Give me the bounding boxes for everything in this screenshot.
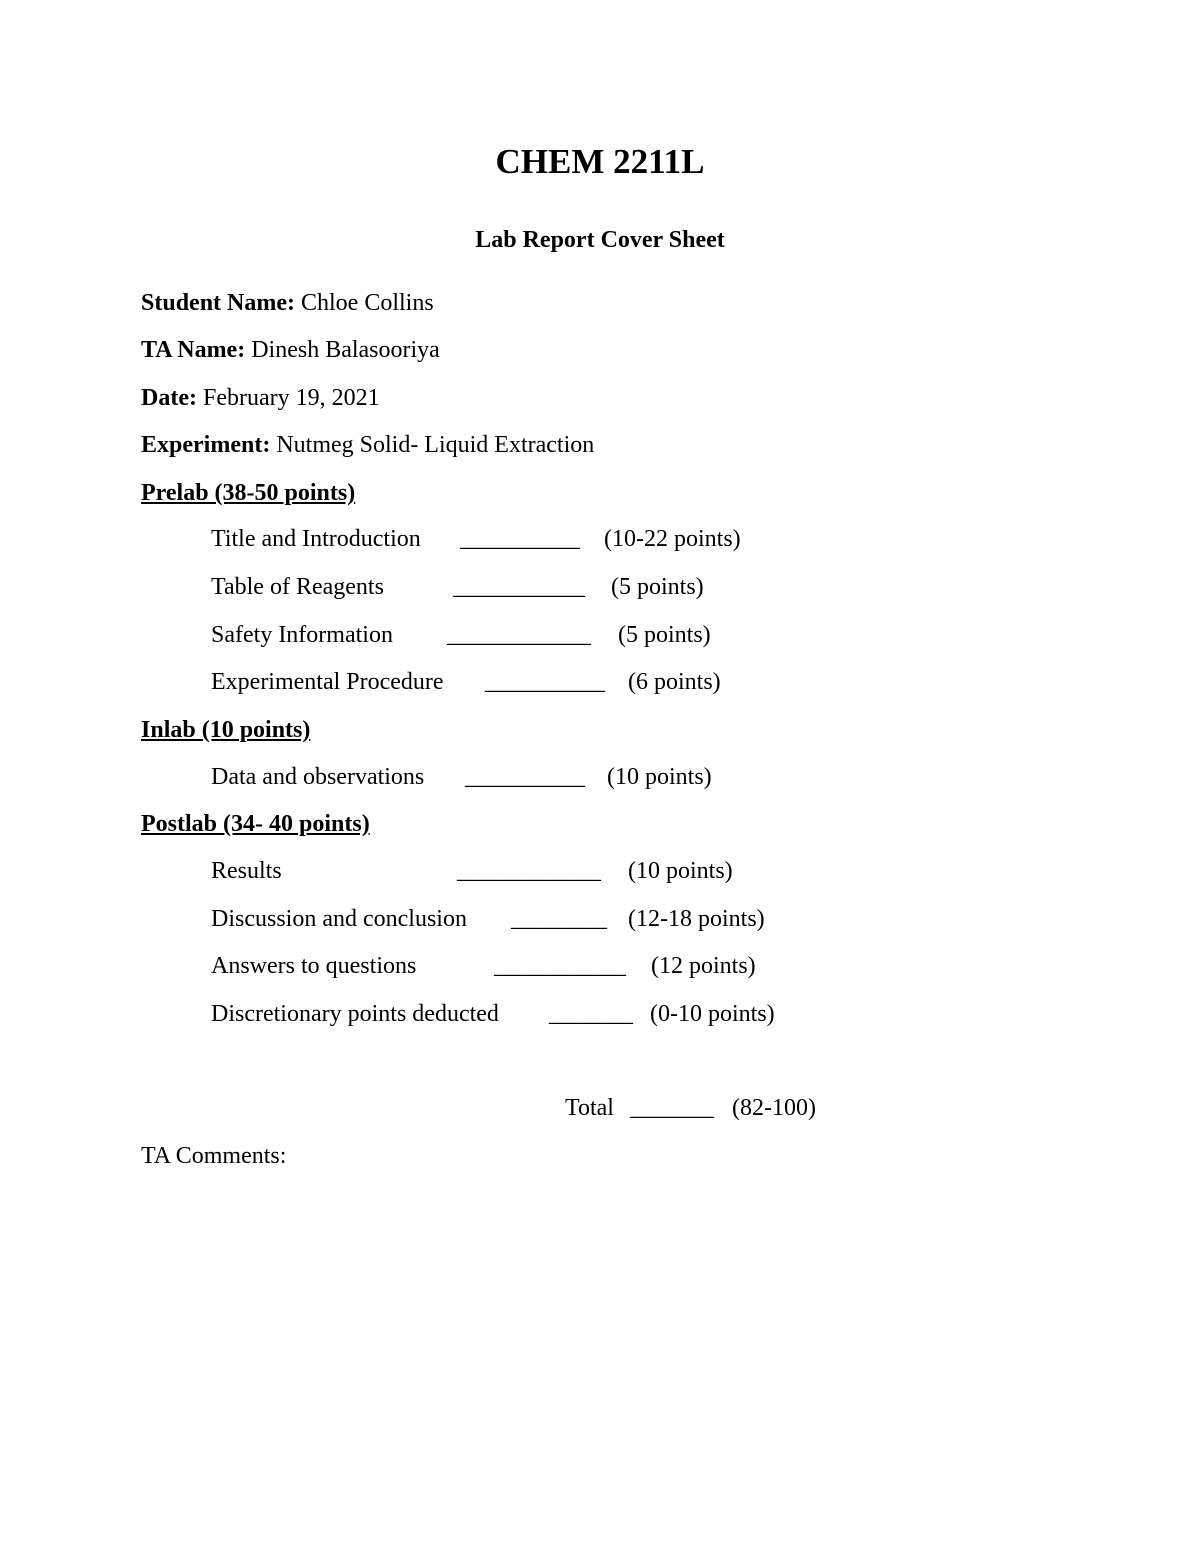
postlab-item-blank: ____________	[457, 858, 601, 884]
prelab-item-points: (10-22 points)	[604, 526, 741, 552]
prelab-heading: Prelab (38-50 points)	[141, 480, 356, 506]
postlab-heading: Postlab (34- 40 points)	[141, 811, 370, 837]
inlab-heading: Inlab (10 points)	[141, 717, 311, 743]
postlab-item-points: (0-10 points)	[650, 1001, 775, 1027]
ta-name-label: TA Name:	[141, 337, 246, 363]
student-name-label: Student Name:	[141, 290, 295, 316]
prelab-item-label: Safety Information	[211, 622, 393, 648]
postlab-item-label: Discussion and conclusion	[211, 906, 467, 932]
prelab-item-blank: ___________	[453, 574, 585, 600]
postlab-item-blank: ________	[511, 906, 607, 932]
prelab-item-blank: __________	[460, 526, 580, 552]
postlab-item-blank: ___________	[494, 953, 626, 979]
date-label: Date:	[141, 385, 197, 411]
postlab-item-points: (10 points)	[628, 858, 733, 884]
experiment-label: Experiment:	[141, 432, 271, 458]
experiment-row	[141, 427, 594, 463]
experiment-value: Nutmeg Solid- Liquid Extraction	[270, 432, 595, 458]
total-points: (82-100)	[732, 1095, 816, 1121]
postlab-item-label: Results	[211, 858, 282, 884]
postlab-item-blank: _______	[549, 1001, 633, 1027]
total-blank: _______	[630, 1095, 714, 1121]
prelab-item-label: Table of Reagents	[211, 574, 384, 600]
postlab-item-label: Answers to questions	[211, 953, 417, 979]
student-name-row	[141, 285, 434, 321]
prelab-item-points: (5 points)	[618, 622, 711, 648]
prelab-item-points: (5 points)	[611, 574, 704, 600]
prelab-item-label: Experimental Procedure	[211, 669, 444, 695]
ta-comments-label: TA Comments:	[141, 1143, 287, 1169]
course-title: CHEM 2211L	[495, 142, 705, 181]
date-value: February 19, 2021	[196, 385, 380, 411]
postlab-item-label: Discretionary points deducted	[211, 1001, 499, 1027]
prelab-item-points: (6 points)	[628, 669, 721, 695]
prelab-item-blank: __________	[485, 669, 605, 695]
student-name-value: Chloe Collins	[295, 290, 434, 316]
postlab-item-points: (12 points)	[651, 953, 756, 979]
prelab-item-blank: ____________	[447, 622, 591, 648]
total-label: Total	[565, 1095, 614, 1121]
prelab-item-label: Title and Introduction	[211, 526, 421, 552]
inlab-item-blank: __________	[465, 764, 585, 790]
date-row	[141, 380, 380, 416]
inlab-item-points: (10 points)	[607, 764, 712, 790]
sheet-title: Lab Report Cover Sheet	[475, 227, 725, 253]
ta-name-value: Dinesh Balasooriya	[245, 337, 440, 363]
postlab-item-points: (12-18 points)	[628, 906, 765, 932]
inlab-item-label: Data and observations	[211, 764, 425, 790]
ta-name-row	[141, 332, 440, 368]
